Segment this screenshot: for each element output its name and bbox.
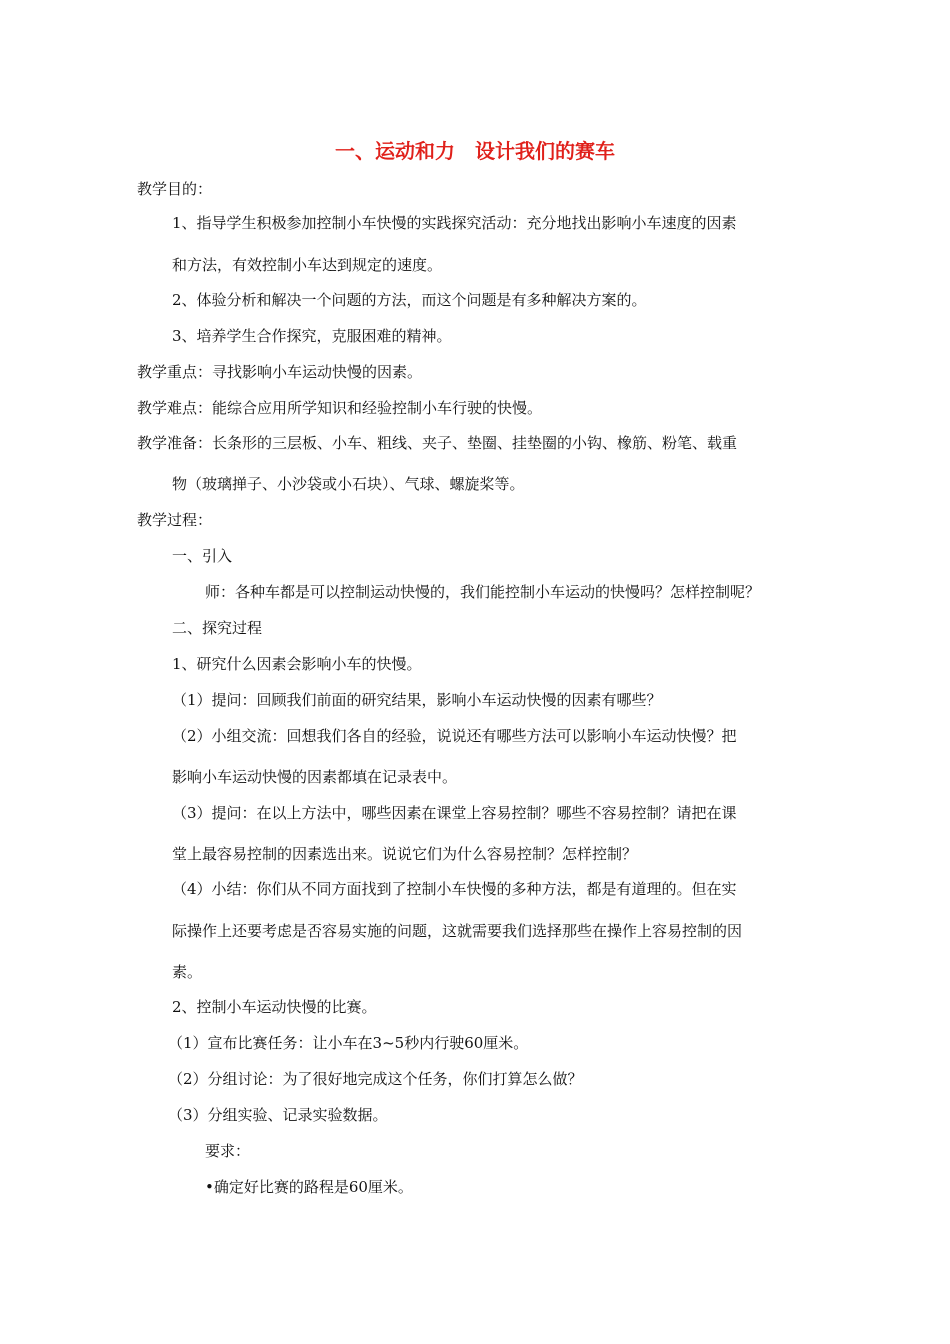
paragraph-line: 2、体验分析和解决一个问题的方法，而这个问题是有多种解决方案的。	[172, 291, 647, 309]
section-heading: 二、探究过程	[172, 619, 263, 637]
document-title: 一、运动和力 设计我们的赛车	[335, 139, 615, 163]
paragraph-line: （4）小结：你们从不同方面找到了控制小车快慢的多种方法，都是有道理的。但在实	[172, 880, 737, 898]
paragraph-line: （2）小组交流：回想我们各自的经验，说说还有哪些方法可以影响小车运动快慢？把	[172, 727, 737, 745]
paragraph-line: 3、培养学生合作探究，克服困难的精神。	[172, 327, 452, 345]
paragraph-line: （1）宣布比赛任务：让小车在3~5秒内行驶60厘米。	[168, 1034, 529, 1052]
heading-teaching-objectives: 教学目的：	[137, 180, 213, 198]
heading-teaching-process: 教学过程：	[137, 511, 213, 529]
paragraph-line: 要求：	[205, 1142, 251, 1160]
heading-key-point: 教学重点：寻找影响小车运动快慢的因素。	[137, 363, 423, 381]
paragraph-line: 物（玻璃掸子、小沙袋或小石块）、气球、螺旋桨等。	[172, 475, 525, 493]
paragraph-line: 际操作上还要考虑是否容易实施的问题，这就需要我们选择那些在操作上容易控制的因	[172, 922, 743, 940]
heading-difficulty: 教学难点：能综合应用所学知识和经验控制小车行驶的快慢。	[137, 399, 543, 417]
paragraph-line: （2）分组讨论：为了很好地完成这个任务，你们打算怎么做？	[168, 1070, 583, 1088]
paragraph-line: （3）提问：在以上方法中，哪些因素在课堂上容易控制？哪些不容易控制？请把在课	[172, 804, 737, 822]
paragraph-line: 1、指导学生积极参加控制小车快慢的实践探究活动：充分地找出影响小车速度的因素	[172, 214, 737, 232]
paragraph-line: （3）分组实验、记录实验数据。	[168, 1106, 388, 1124]
paragraph-line: 和方法，有效控制小车达到规定的速度。	[172, 256, 443, 274]
paragraph-line: 师：各种车都是可以控制运动快慢的，我们能控制小车运动的快慢吗？怎样控制呢？	[205, 583, 761, 601]
paragraph-line: 2、控制小车运动快慢的比赛。	[172, 998, 377, 1016]
paragraph-line: 1、研究什么因素会影响小车的快慢。	[172, 655, 422, 673]
heading-preparation: 教学准备：长条形的三层板、小车、粗线、夹子、垫圈、挂垫圈的小钩、橡筋、粉笔、载重	[137, 434, 738, 452]
paragraph-line: （1）提问：回顾我们前面的研究结果，影响小车运动快慢的因素有哪些？	[172, 691, 662, 709]
bullet-item: •确定好比赛的路程是60厘米。	[205, 1178, 413, 1196]
paragraph-line: 堂上最容易控制的因素选出来。说说它们为什么容易控制？怎样控制？	[172, 845, 638, 863]
section-heading: 一、引入	[172, 547, 233, 565]
paragraph-line: 素。	[172, 963, 203, 981]
paragraph-line: 影响小车运动快慢的因素都填在记录表中。	[172, 768, 458, 786]
